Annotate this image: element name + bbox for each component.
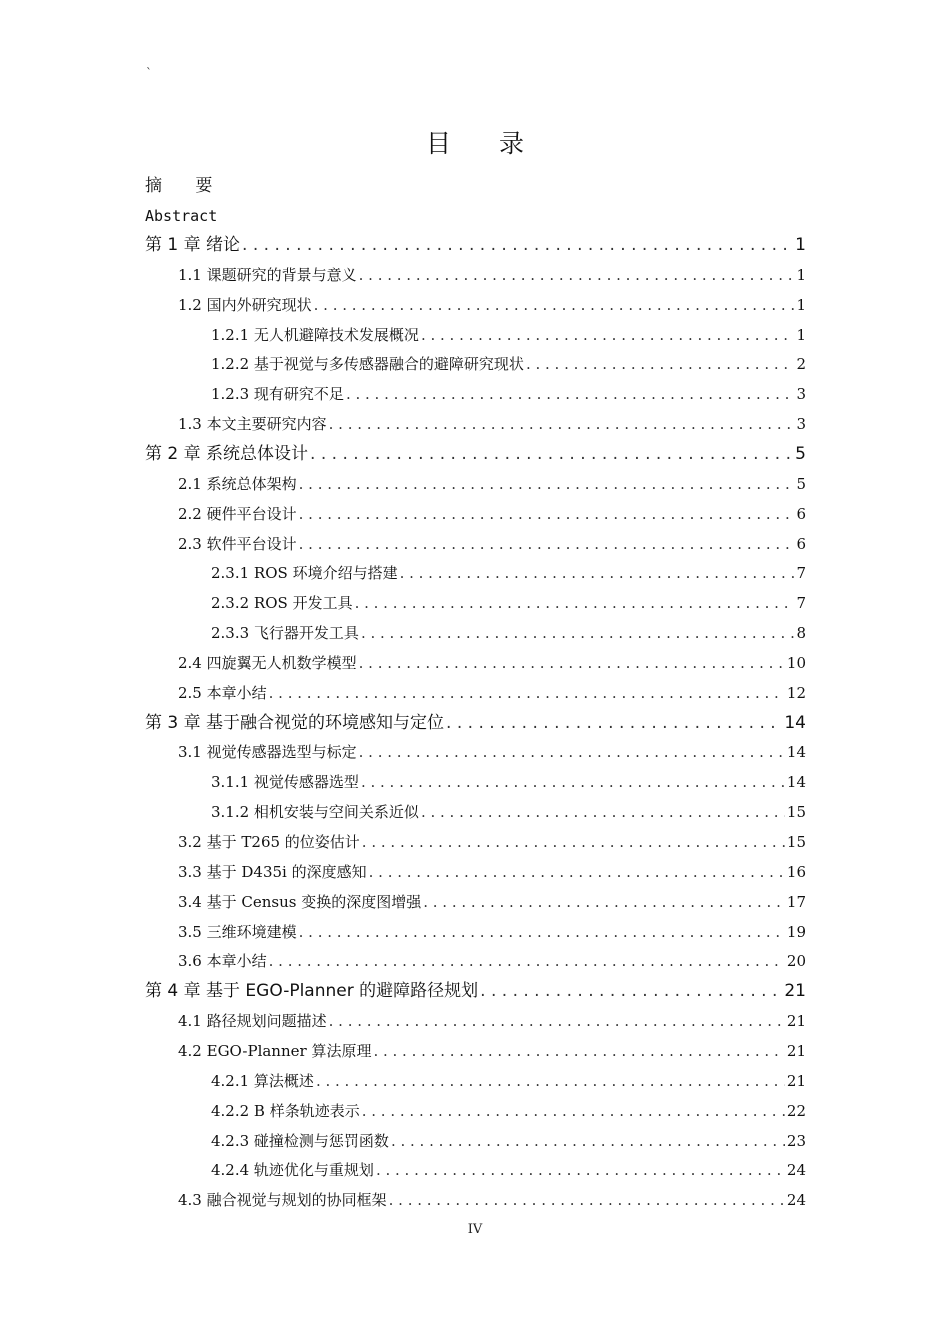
toc-entry-level-1[interactable] [178, 651, 806, 675]
toc-entry-page: 14 [784, 713, 806, 733]
toc-entry-label: 3.6 本章小结 [178, 952, 267, 970]
toc-entry-level-2[interactable] [211, 1158, 806, 1182]
toc-entry-page: 7 [796, 594, 806, 612]
toc-entry-label: 3.1 视觉传感器选型与标定 [178, 743, 357, 761]
toc-leader-dots [369, 860, 785, 884]
toc-entry-label: 2.5 本章小结 [178, 684, 267, 702]
toc-entry-label: 第 4 章 基于 EGO-Planner 的避障路径规划 [145, 981, 479, 1001]
toc-leader-dots [480, 979, 782, 1003]
toc-entry-label: 2.3.1 ROS 环境介绍与搭建 [211, 564, 398, 582]
toc-entry-level-1[interactable] [178, 502, 806, 526]
toc-leader-dots [376, 1158, 785, 1182]
toc-leader-dots [299, 502, 795, 526]
toc-entry-page: 17 [786, 893, 806, 911]
toc-leader-dots [400, 561, 795, 585]
toc-entry-label: 1.2 国内外研究现状 [178, 296, 312, 314]
toc-entry-level-0[interactable] [145, 979, 806, 1003]
toc-entry-label: 3.1.1 视觉传感器选型 [211, 773, 359, 791]
toc-entry-label: 4.2.2 B 样条轨迹表示 [211, 1102, 360, 1120]
toc-leader-dots [316, 1069, 785, 1093]
toc-entry-label: 2.2 硬件平台设计 [178, 505, 297, 523]
toc-entry-page: 10 [786, 654, 806, 672]
toc-entry-level-2[interactable] [211, 1099, 806, 1123]
toc-entry-label: 1.2.2 基于视觉与多传感器融合的避障研究现状 [211, 355, 524, 373]
toc-leader-dots [362, 830, 785, 854]
toc-entry-level-1[interactable] [178, 293, 806, 317]
toc-entry-page: 24 [786, 1161, 806, 1179]
toc-entry-level-1[interactable] [178, 1009, 806, 1033]
toc-leader-dots [359, 740, 785, 764]
toc-entry-level-1[interactable] [178, 263, 806, 287]
toc-entry-page: 14 [786, 773, 806, 791]
toc-entry-page: 6 [796, 505, 806, 523]
toc-leader-dots [269, 949, 785, 973]
toc-entry-level-1[interactable] [178, 860, 806, 884]
toc-leader-dots [526, 352, 795, 376]
toc-entry-label: 2.3 软件平台设计 [178, 535, 297, 553]
toc-entry-label: 第 2 章 系统总体设计 [145, 444, 309, 464]
toc-entry-level-1[interactable] [178, 920, 806, 944]
toc-entry-level-2[interactable] [211, 800, 806, 824]
toc-entry-level-2[interactable] [211, 352, 806, 376]
toc-entry-level-2[interactable] [211, 621, 806, 645]
toc-entry-label: 1.1 课题研究的背景与意义 [178, 266, 357, 284]
toc-front-abstract-cn[interactable] [145, 174, 226, 198]
toc-entry-page: 6 [796, 535, 806, 553]
toc-entry-level-1[interactable] [178, 740, 806, 764]
toc-leader-dots [361, 770, 785, 794]
toc-entry-page: 21 [784, 981, 806, 1001]
toc-leader-dots [314, 293, 795, 317]
toc-leader-dots [389, 1188, 785, 1212]
toc-entry-level-2[interactable] [211, 561, 806, 585]
toc-leader-dots [329, 412, 795, 436]
toc-entry-level-0[interactable] [145, 711, 806, 735]
toc-leader-dots [362, 1099, 785, 1123]
toc-entry-label: 1.2.3 现有研究不足 [211, 385, 344, 403]
toc-entry-page: 16 [786, 863, 806, 881]
toc-leader-dots [299, 532, 795, 556]
toc-entry-page: 14 [786, 743, 806, 761]
toc-leader-dots [299, 920, 785, 944]
toc-entry-label: 4.2 EGO-Planner 算法原理 [178, 1042, 372, 1060]
toc-entry-page: 12 [786, 684, 806, 702]
toc-leader-dots [242, 233, 793, 257]
toc-entry-label: 4.2.3 碰撞检测与惩罚函数 [211, 1132, 389, 1150]
toc-entry-page: 2 [796, 355, 806, 373]
toc-entry-level-2[interactable] [211, 591, 806, 615]
toc-leader-dots [310, 442, 793, 466]
toc-entry-level-1[interactable] [178, 1039, 806, 1063]
toc-leader-dots [329, 1009, 785, 1033]
page-title: 目 录 [426, 129, 544, 158]
toc-leader-dots [346, 382, 795, 406]
toc-entry-level-2[interactable] [211, 770, 806, 794]
toc-leader-dots [299, 472, 795, 496]
toc-entry-page: 5 [795, 444, 806, 464]
toc-entry-label: 4.1 路径规划问题描述 [178, 1012, 327, 1030]
toc-entry-label: 2.3.3 飞行器开发工具 [211, 624, 359, 642]
toc-entry-level-1[interactable] [178, 472, 806, 496]
toc-entry-page: 5 [796, 475, 806, 493]
toc-entry-page: 19 [786, 923, 806, 941]
toc-entry-level-1[interactable] [178, 412, 806, 436]
toc-entry-page: 1 [795, 235, 806, 255]
toc-entry-page: 1 [796, 296, 806, 314]
toc-entry-page: 3 [796, 385, 806, 403]
toc-leader-dots [446, 711, 782, 735]
toc-leader-dots [269, 681, 785, 705]
toc-leader-dots [359, 263, 795, 287]
toc-entry-page: 8 [796, 624, 806, 642]
toc-entry-label: 2.1 系统总体架构 [178, 475, 297, 493]
tick-mark: ` [146, 66, 152, 80]
toc-entry-level-0[interactable] [145, 233, 806, 257]
toc-entry-label: 3.5 三维环境建模 [178, 923, 297, 941]
toc-entry-level-1[interactable] [178, 890, 806, 914]
toc-entry-page: 3 [796, 415, 806, 433]
toc-entry-level-1[interactable] [178, 949, 806, 973]
toc-entry-label: 3.1.2 相机安装与空间关系近似 [211, 803, 419, 821]
page-number-footer: IV [467, 1222, 483, 1237]
toc-entry-level-1[interactable] [178, 1188, 806, 1212]
toc-entry-level-2[interactable] [211, 1069, 806, 1093]
toc-entry-page: 20 [786, 952, 806, 970]
toc-entry-level-1[interactable] [178, 532, 806, 556]
toc-entry-page: 15 [786, 803, 806, 821]
toc-entry-label: Abstract [145, 207, 218, 225]
toc-entry-page: 7 [796, 564, 806, 582]
toc-entry-page: 21 [786, 1042, 806, 1060]
toc-entry-page: 21 [786, 1012, 806, 1030]
toc-leader-dots [361, 621, 795, 645]
toc-entry-label: 3.3 基于 D435i 的深度感知 [178, 863, 367, 881]
toc-leader-dots [373, 1039, 784, 1063]
toc-entry-page: 1 [796, 326, 806, 344]
toc-entry-label: 第 1 章 绪论 [145, 235, 241, 255]
toc-entry-label: 第 3 章 基于融合视觉的环境感知与定位 [145, 713, 445, 733]
toc-entry-level-2[interactable] [211, 1129, 806, 1153]
toc-entry-label: 2.3.2 ROS 开发工具 [211, 594, 353, 612]
toc-leader-dots [421, 800, 785, 824]
toc-leader-dots [355, 591, 795, 615]
toc-entry-page: 24 [786, 1191, 806, 1209]
toc-entry-label: 摘 要 [145, 176, 227, 196]
toc-entry-label: 4.3 融合视觉与规划的协同框架 [178, 1191, 387, 1209]
toc-entry-label: 4.2.4 轨迹优化与重规划 [211, 1161, 374, 1179]
toc-entry-label: 2.4 四旋翼无人机数学模型 [178, 654, 357, 672]
toc-entry-level-1[interactable] [178, 681, 806, 705]
toc-entry-label: 1.3 本文主要研究内容 [178, 415, 327, 433]
toc-leader-dots [423, 890, 785, 914]
toc-entry-level-1[interactable] [178, 830, 806, 854]
toc-entry-page: 1 [796, 266, 806, 284]
toc-entry-label: 1.2.1 无人机避障技术发展概况 [211, 326, 419, 344]
toc-entry-page: 22 [786, 1102, 806, 1120]
toc-entry-page: 21 [786, 1072, 806, 1090]
toc-entry-level-2[interactable] [211, 323, 806, 347]
toc-entry-page: 15 [786, 833, 806, 851]
toc-front-abstract-en[interactable] [145, 204, 217, 228]
toc-leader-dots [359, 651, 785, 675]
toc-entry-level-2[interactable] [211, 382, 806, 406]
toc-entry-label: 4.2.1 算法概述 [211, 1072, 314, 1090]
toc-entry-label: 3.2 基于 T265 的位姿估计 [178, 833, 360, 851]
toc-entry-page: 23 [786, 1132, 806, 1150]
toc-entry-label: 3.4 基于 Census 变换的深度图增强 [178, 893, 422, 911]
toc-leader-dots [391, 1129, 785, 1153]
toc-entry-level-0[interactable] [145, 442, 806, 466]
toc-leader-dots [421, 323, 795, 347]
